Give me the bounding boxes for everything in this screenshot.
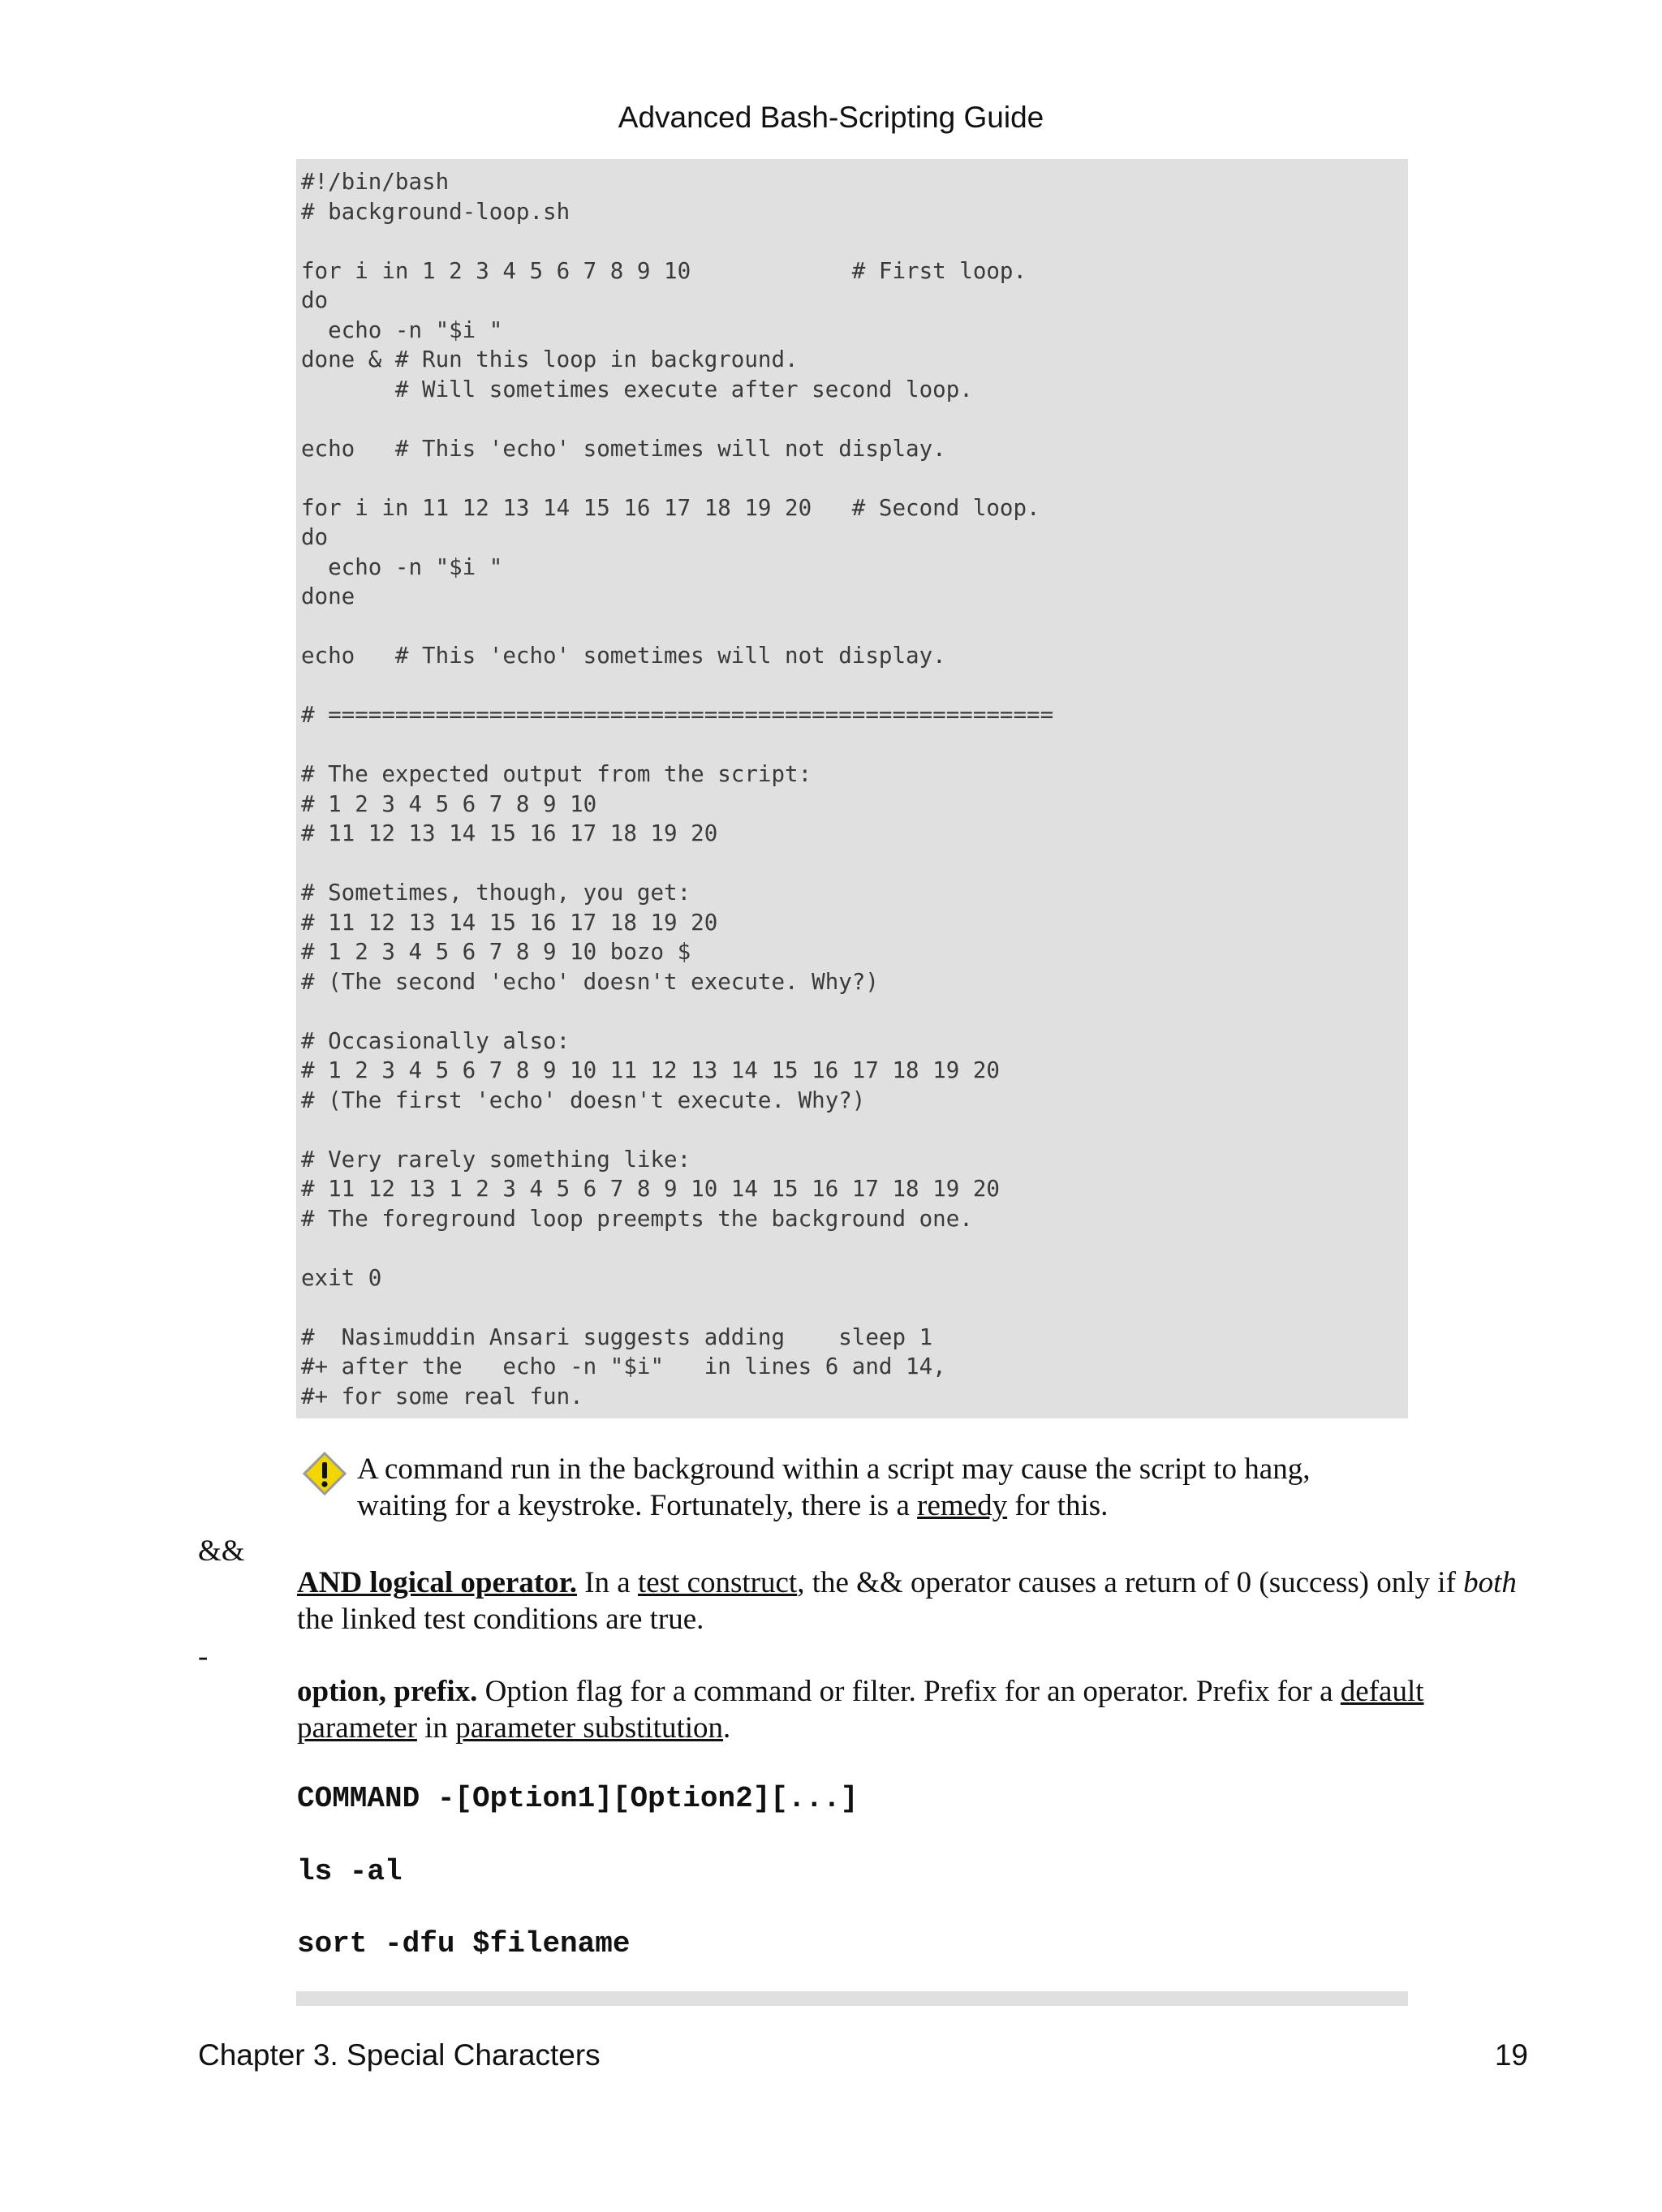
code-line: # 11 12 13 1 2 3 4 5 6 7 8 9 10 14 15 16 17 18 19 20 bbox=[301, 1176, 1000, 1202]
code-line bbox=[301, 730, 1403, 760]
warning-icon bbox=[302, 1451, 347, 1496]
code-line: # The expected output from the script: bbox=[301, 761, 812, 787]
remedy-link[interactable]: remedy bbox=[917, 1489, 1008, 1522]
dash-title: option, prefix. bbox=[297, 1675, 478, 1708]
default-parameter-link[interactable]: parameter bbox=[297, 1711, 417, 1745]
definition-dash bbox=[297, 1673, 1539, 1746]
parameter-substitution-link[interactable]: parameter substitution bbox=[455, 1711, 724, 1745]
test-construct-link[interactable]: test construct bbox=[637, 1566, 798, 1599]
code-line bbox=[301, 996, 1403, 1026]
caution-note bbox=[302, 1451, 1373, 1524]
code-line bbox=[301, 1293, 1403, 1323]
and-operator-title-link[interactable]: AND logical operator. bbox=[297, 1566, 577, 1599]
code-line bbox=[301, 404, 1403, 434]
code-line: for i in 11 12 13 14 15 16 17 18 19 20 # Second loop. bbox=[301, 494, 1040, 521]
code-line: # 1 2 3 4 5 6 7 8 9 10 bozo $ bbox=[301, 939, 691, 965]
code-line: echo -n "$i " bbox=[301, 316, 503, 343]
code-line: # (The first 'echo' doesn't execute. Why?) bbox=[301, 1087, 866, 1113]
definition-text: , the && operator causes a return of 0 (success) only if bbox=[797, 1566, 1464, 1599]
code-line: for i in 1 2 3 4 5 6 7 8 9 10 # First loop. bbox=[301, 257, 1027, 284]
code-line: # Very rarely something like: bbox=[301, 1146, 691, 1173]
footer-chapter: Chapter 3. Special Characters bbox=[198, 2038, 601, 2072]
caution-line-2 bbox=[357, 1487, 1373, 1524]
caution-text bbox=[357, 1451, 1373, 1524]
definition-text: . bbox=[723, 1711, 731, 1745]
command-example: ls -al bbox=[297, 1855, 403, 1888]
code-line bbox=[301, 849, 1403, 879]
default-parameter-link[interactable]: default bbox=[1340, 1675, 1424, 1708]
definition-text: In a bbox=[576, 1566, 638, 1599]
term-and-operator: && bbox=[198, 1534, 245, 1568]
footer-page-number: 19 bbox=[1494, 2038, 1528, 2072]
code-line bbox=[301, 671, 1403, 701]
caution-line-1: A command run in the background within a script may cause the script to hang, bbox=[357, 1452, 1311, 1486]
code-line bbox=[301, 463, 1403, 493]
code-line: # 1 2 3 4 5 6 7 8 9 10 11 12 13 14 15 16 17 18 19 20 bbox=[301, 1057, 1000, 1083]
code-line: # Sometimes, though, you get: bbox=[301, 880, 691, 906]
caution-text-fragment: waiting for a keystroke. Fortunately, there is a bbox=[357, 1489, 918, 1522]
definition-text: the linked test conditions are true. bbox=[297, 1603, 704, 1636]
code-line: do bbox=[301, 287, 329, 313]
code-block-bar bbox=[296, 1991, 1408, 2006]
definition-text: Option flag for a command or filter. Prefix for an operator. Prefix for a bbox=[477, 1675, 1341, 1708]
code-line: done bbox=[301, 583, 355, 609]
code-line: echo # This 'echo' sometimes will not display. bbox=[301, 435, 946, 462]
code-line: # The foreground loop preempts the background one. bbox=[301, 1205, 973, 1232]
code-line: #!/bin/bash bbox=[301, 169, 450, 195]
code-line: echo -n "$i " bbox=[301, 553, 503, 580]
code-line bbox=[301, 1115, 1403, 1145]
code-line: # 11 12 13 14 15 16 17 18 19 20 bbox=[301, 909, 718, 936]
code-line bbox=[301, 612, 1403, 642]
code-line: echo # This 'echo' sometimes will not display. bbox=[301, 643, 946, 669]
term-dash: - bbox=[198, 1640, 209, 1673]
code-line: # (The second 'echo' doesn't execute. Why?) bbox=[301, 968, 879, 995]
running-header: Advanced Bash-Scripting Guide bbox=[618, 101, 1044, 134]
definition-text: in bbox=[416, 1711, 456, 1745]
code-line: done & # Run this loop in background. bbox=[301, 346, 799, 372]
code-line: exit 0 bbox=[301, 1264, 382, 1291]
code-line: #+ after the echo -n "$i" in lines 6 and 14, bbox=[301, 1353, 946, 1379]
command-example: sort -dfu $filename bbox=[297, 1927, 631, 1960]
code-block bbox=[296, 159, 1408, 1418]
code-line: # background-loop.sh bbox=[301, 198, 571, 225]
code-line: # ====================================================== bbox=[301, 702, 1054, 728]
code-line bbox=[301, 226, 1403, 256]
code-line: #+ for some real fun. bbox=[301, 1383, 583, 1409]
code-line: # Occasionally also: bbox=[301, 1027, 571, 1054]
code-line bbox=[301, 1233, 1403, 1263]
code-line: # Will sometimes execute after second loop. bbox=[301, 376, 973, 402]
code-line: # 11 12 13 14 15 16 17 18 19 20 bbox=[301, 820, 718, 846]
command-example: COMMAND -[Option1][Option2][...] bbox=[297, 1782, 859, 1815]
code-line: # Nasimuddin Ansari suggests adding sleep 1 bbox=[301, 1323, 933, 1350]
code-line: do bbox=[301, 524, 329, 550]
code-line: # 1 2 3 4 5 6 7 8 9 10 bbox=[301, 790, 597, 817]
definition-and-operator bbox=[297, 1564, 1539, 1637]
emphasis-text: both bbox=[1463, 1566, 1517, 1599]
caution-text-fragment: for this. bbox=[1007, 1489, 1109, 1522]
